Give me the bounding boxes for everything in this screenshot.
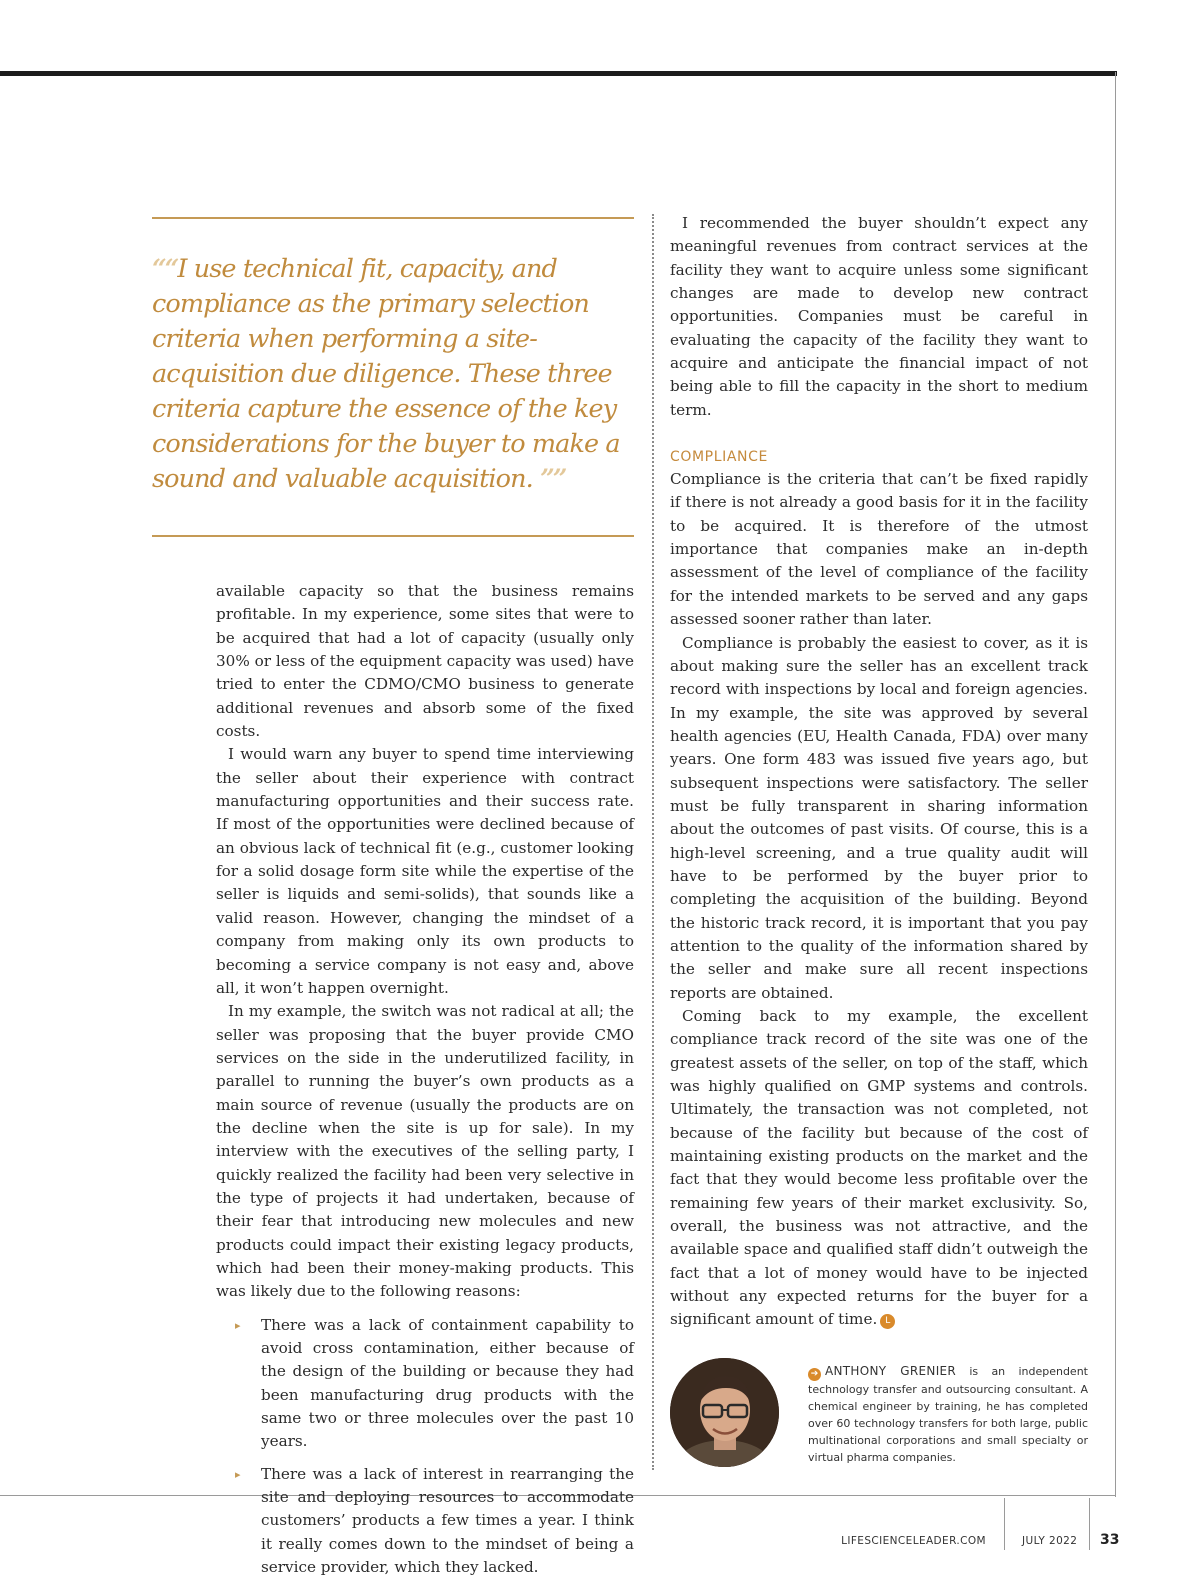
author-bio: [808, 1363, 1088, 1466]
bullet-triangle-icon: ▸: [235, 1467, 241, 1481]
right-column: [670, 212, 1088, 1332]
right-paragraph-4: [670, 1005, 1088, 1332]
left-paragraph-1: available capacity so that the business remains profitable. In my experience, some sites that were to be acquired that had a lot of capacity (usually only 30% or less of the equipment capacity was used) have tried to enter the CDMO/CMO business to generate additional revenues and absorb some of the fixed costs.: [216, 582, 634, 741]
right-margin-rule: [1115, 72, 1116, 1497]
right-paragraph-4-text: Coming back to my example, the excellent compliance track record of the site was one of the greatest assets of the seller, on top of the staff, which was highly qualified on GMP systems and controls. Ultimately, the transaction was not completed, not because of the facility but because of the cost of maintaining existing products on the market and the fact that they would become less profitable over the remaining few years of their market exclusivity. So, overall, the business was not attractive, and the available space and qualified staff didn’t outweigh the fact that a lot of money would have to be injected without any expected returns for the buyer for a significant amount of time.: [670, 1007, 1088, 1329]
footer-divider: [1004, 1498, 1005, 1550]
right-paragraph-3: Compliance is probably the easiest to cover, as it is about making sure the seller has an excellent track record with inspections by local and foreign agencies. In my example, the site was approved by several health agencies (EU, Health Canada, FDA) over many years. One form 483 was issued five years ago, but subsequent inspections were satisfactory. The seller must be fully transparent in sharing information about the outcomes of past visits. Of course, this is a high-level screening, and a true quality audit will have to be performed by the buyer prior to completing the acquisition of the building. Beyond the historic track record, it is important that you pay attention to the quality of the information shared by the seller and make sure all recent inspections reports are obtained.: [670, 633, 1088, 1002]
pullquote-text: I use technical fit, capacity, and compliance as the primary selection criteria when performing a site-acquisition due diligence. These three criteria capture the essence of the key considerations for the buyer to make a sound and valuable acquisition.: [152, 254, 620, 494]
list-item: [216, 1463, 634, 1580]
left-column: [216, 580, 634, 1588]
pullquote: [152, 252, 632, 497]
author-photo: [670, 1358, 779, 1467]
column-divider: [652, 214, 654, 1470]
arrow-right-icon: ➔: [808, 1368, 821, 1381]
footer-divider: [1089, 1498, 1090, 1550]
list-item-text: There was a lack of containment capability to avoid cross contamination, either because of the design of the building or because they had been manufacturing drug products with the same two or three molecules over the past 10 years.: [261, 1315, 634, 1451]
list-item: [216, 1314, 634, 1454]
bullet-triangle-icon: ▸: [235, 1318, 241, 1332]
footer-site: LIFESCIENCELEADER.COM: [841, 1535, 986, 1547]
open-quote-icon: ““: [152, 254, 178, 284]
right-paragraph-2: Compliance is the criteria that can’t be fixed rapidly if there is not already a good basis for it in the facility to be acquired. It is therefore of the utmost importance that companies make an in-depth assessment of the level of compliance of the facility for the intended markets to be served and any gaps assessed sooner rather than later.: [670, 470, 1088, 629]
page-number: 33: [1100, 1532, 1120, 1548]
pullquote-rule-top: [152, 217, 634, 219]
right-paragraph-1: I recommended the buyer shouldn’t expect any meaningful revenues from contract services at the facility they want to acquire unless some significant changes are made to develop new contract opportunities. Companies must be careful in evaluating the capacity of the facility they want to acquire and anticipate the financial impact of not being able to fill the capacity in the short to medium term.: [670, 214, 1088, 419]
section-heading-compliance: COMPLIANCE: [670, 449, 768, 466]
end-of-article-icon: L: [880, 1314, 895, 1329]
author-bio-text: is an independent technology transfer and outsourcing consultant. A chemical engineer by training, he has completed over 60 technology transfers for both large, public multinational corporations and small specialty or virtual pharma companies.: [808, 1365, 1088, 1464]
author-name: ANTHONY GRENIER: [825, 1364, 957, 1378]
reasons-list: [216, 1314, 634, 1580]
list-item-text: There was a lack of interest in rearranging the site and deploying resources to accommodate customers’ products a few times a year. I think it really comes down to the mindset of being a service provider, which they lacked.: [261, 1464, 634, 1577]
close-quote-icon: ””: [540, 464, 566, 494]
top-rule: [0, 71, 1117, 76]
footer-date: JULY 2022: [1022, 1535, 1078, 1547]
left-paragraph-3: In my example, the switch was not radical at all; the seller was proposing that the buyer provide CMO services on the side in the underutilized facility, in parallel to running the buyer’s own products as a main source of revenue (usually the products are on the decline when the site is up for sale). In my interview with the executives of the selling party, I quickly realized the facility had been very selective in the type of projects it had undertaken, because of their fear that introducing new molecules and new products could impact their existing legacy products, which had been their money-making products. This was likely due to the following reasons:: [216, 1002, 634, 1301]
left-paragraph-2: I would warn any buyer to spend time interviewing the seller about their experience with contract manufacturing opportunities and their success rate. If most of the opportunities were declined because of an obvious lack of technical fit (e.g., customer looking for a solid dosage form site while the expertise of the seller is liquids and semi-solids), that sounds like a valid reason. However, changing the mindset of a company from making only its own products to becoming a service company is not easy and, above all, it won’t happen overnight.: [216, 745, 634, 997]
pullquote-rule-bottom: [152, 535, 634, 537]
